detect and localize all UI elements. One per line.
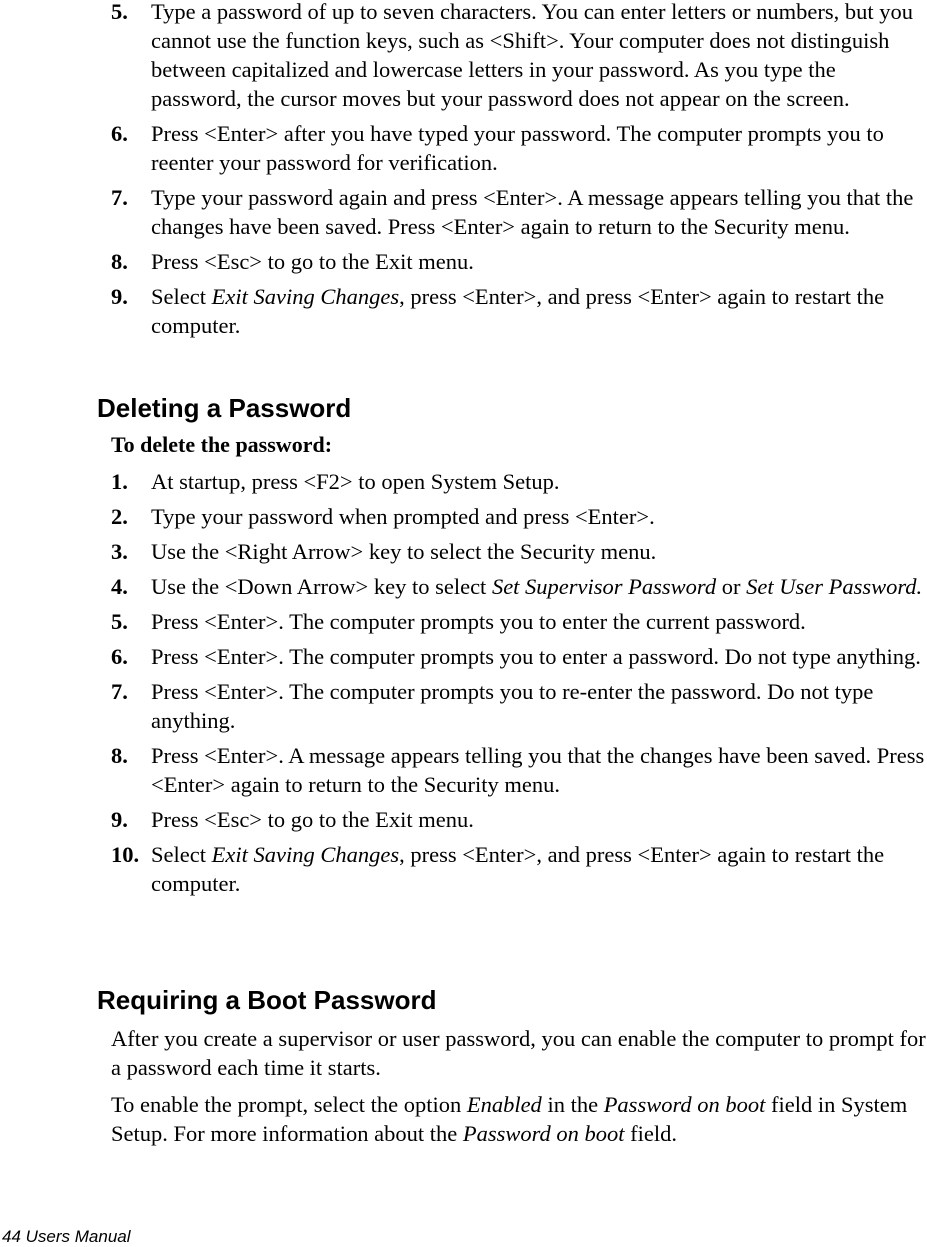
- step-text: Type your password when prompted and press <Enter>.: [151, 504, 655, 529]
- step-number: 7.: [111, 679, 128, 704]
- section-heading: Deleting a Password: [97, 393, 352, 423]
- list-item: [111, 805, 927, 834]
- list-item: [111, 467, 927, 496]
- step-number: 4.: [111, 574, 128, 599]
- step-number: 2.: [111, 504, 128, 529]
- step-text: Press <Enter>. The computer prompts you to enter a password. Do not type anything.: [151, 644, 921, 669]
- step-number: 9.: [111, 284, 128, 309]
- step-text: At startup, press <F2> to open System Setup.: [151, 469, 560, 494]
- step-text: Press <Enter>. The computer prompts you to enter the current password.: [151, 609, 806, 634]
- list-item: [111, 677, 927, 735]
- page-footer: 44 Users Manual: [2, 1227, 131, 1246]
- step-text: Press <Enter>. A message appears telling you that the changes have been saved. Press <Enter> again to return to the Security menu.: [151, 743, 925, 797]
- step-number: 6.: [111, 644, 128, 669]
- step-text: Type a password of up to seven characters. You can enter letters or numbers, but you cannot use the function keys, such as <Shift>. Your computer does not distinguish between capitalized and lowercase letters in your password. As you type the password, the cursor moves but your password does not appear on the screen.: [151, 0, 913, 111]
- step-number: 3.: [111, 539, 128, 564]
- list-item: [111, 607, 927, 636]
- section-heading: Requiring a Boot Password: [97, 985, 437, 1015]
- list-item: [111, 741, 927, 799]
- step-text: Press <Enter>. The computer prompts you to re-enter the password. Do not type anything.: [151, 679, 874, 733]
- paragraph: To enable the prompt, select the option Enabled in the Password on boot field in System Setup. For more information about the Password on boot field.: [111, 1092, 908, 1146]
- steps-list-delete: [111, 467, 927, 904]
- step-number: 7.: [111, 185, 128, 210]
- step-text: Use the <Down Arrow> key to select Set Supervisor Password or Set User Password.: [151, 574, 923, 599]
- step-text: Press <Esc> to go to the Exit menu.: [151, 807, 474, 832]
- step-text: Press <Enter> after you have typed your password. The computer prompts you to reenter your password for verification.: [151, 121, 884, 175]
- step-text: Press <Esc> to go to the Exit menu.: [151, 249, 474, 274]
- paragraph: After you create a supervisor or user password, you can enable the computer to prompt for a password each time it starts.: [111, 1026, 926, 1080]
- step-text: Use the <Right Arrow> key to select the Security menu.: [151, 539, 657, 564]
- step-number: 5.: [111, 609, 128, 634]
- step-number: 10.: [111, 842, 140, 867]
- step-number: 6.: [111, 121, 128, 146]
- step-number: 9.: [111, 807, 128, 832]
- procedure-subheading: To delete the password:: [111, 432, 333, 457]
- list-item: [111, 572, 927, 601]
- step-text: Select Exit Saving Changes, press <Enter>, and press <Enter> again to restart the computer.: [151, 284, 885, 338]
- list-item: [111, 0, 927, 113]
- step-number: 1.: [111, 469, 128, 494]
- step-text: Select Exit Saving Changes, press <Enter>, and press <Enter> again to restart the computer.: [151, 842, 885, 896]
- step-number: 5.: [111, 0, 128, 24]
- list-item: [111, 119, 927, 177]
- list-item: [111, 537, 927, 566]
- list-item: [111, 183, 927, 241]
- list-item: [111, 282, 927, 340]
- step-text: Type your password again and press <Enter>. A message appears telling you that the changes have been saved. Press <Enter> again to return to the Security menu.: [151, 185, 914, 239]
- step-number: 8.: [111, 743, 128, 768]
- list-item: [111, 642, 927, 671]
- steps-list-top: [111, 0, 927, 346]
- list-item: [111, 247, 927, 276]
- list-item: [111, 840, 927, 898]
- step-number: 8.: [111, 249, 128, 274]
- list-item: [111, 502, 927, 531]
